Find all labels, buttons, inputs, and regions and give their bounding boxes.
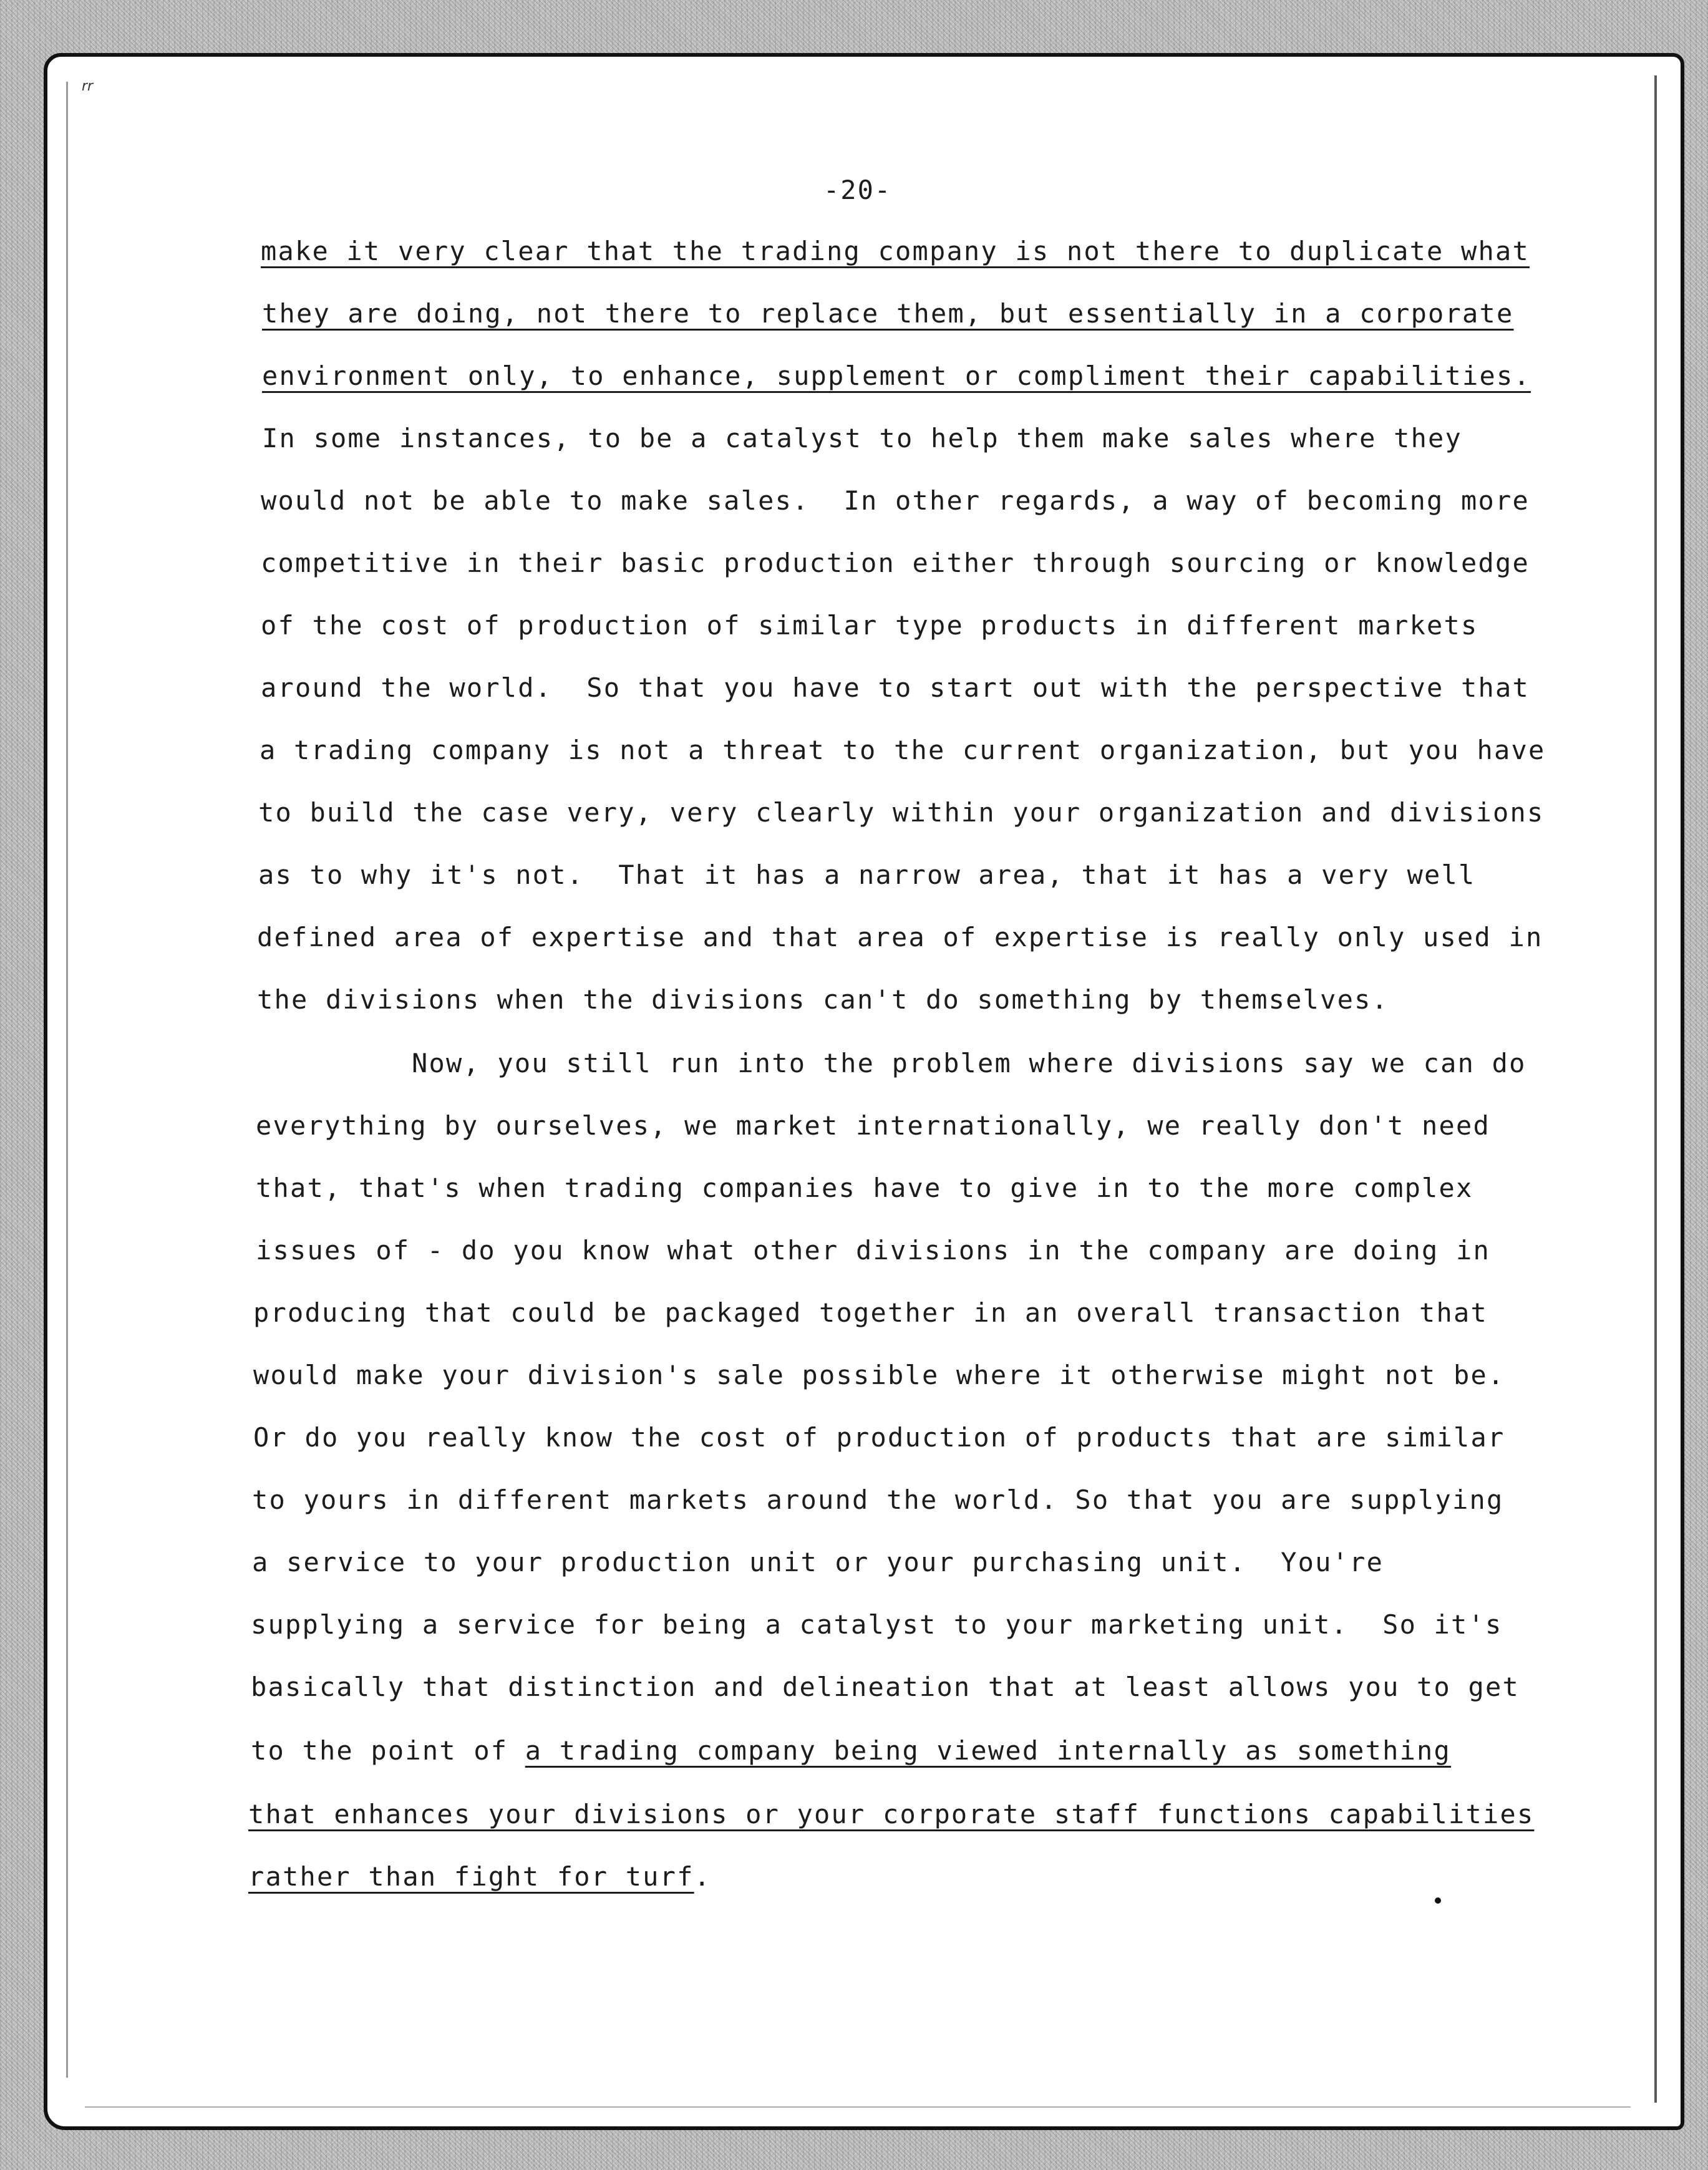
text-line-3: environment only, to enhance, supplement or compliment their capabilities. [262,361,1531,391]
text-line-18: producing that could be packaged together in an overall transaction that [253,1297,1488,1328]
page-bottom-rule [85,2106,1631,2108]
text-line-23: supplying a service for being a catalyst to your marketing unit. So it's [251,1609,1503,1640]
text-line-21: to yours in different markets around the world. So that you are supplying [252,1485,1504,1515]
text-line-27 [248,1861,711,1892]
page-right-rule [1654,75,1657,2103]
text-line-10: to build the case very, very clearly within your organization and divisions [258,797,1545,828]
text-line-6: competitive in their basic production either through sourcing or knowledge [261,548,1530,578]
text-line-16: that, that's when trading companies have to give in to the more complex [256,1173,1473,1203]
page-number: -20- [823,175,892,205]
text-line-22: a service to your production unit or your purchasing unit. You're [252,1547,1384,1577]
text-line-20: Or do you really know the cost of production of products that are similar [253,1422,1505,1453]
text-line-15: everything by ourselves, we market internationally, we really don't need [256,1110,1491,1141]
page-left-rule [66,82,68,2078]
text-line-25 [251,1735,1451,1766]
corner-mark: rr [82,79,94,94]
text-line-8: around the world. So that you have to start out with the perspective that [261,672,1530,703]
text-line-1: make it very clear that the trading company is not there to duplicate what [261,236,1530,266]
text-line-2: they are doing, not there to replace them, but essentially in a corporate [262,298,1514,329]
text-line-14: Now, you still run into the problem where divisions say we can do [412,1048,1526,1078]
text-line-9: a trading company is not a threat to the current organization, but you have [260,735,1546,765]
text-line-5: would not be able to make sales. In other regards, a way of becoming more [261,485,1530,516]
text-line-26: that enhances your divisions or your corporate staff functions capabilities [248,1799,1535,1829]
text-line-7: of the cost of production of similar type products in different markets [261,610,1478,641]
text-line-25-plain: to the point of [251,1735,525,1766]
text-line-24: basically that distinction and delineation that at least allows you to get [251,1672,1520,1702]
text-line-27-period: . [694,1861,712,1892]
text-line-4: In some instances, to be a catalyst to help them make sales where they [262,423,1463,453]
text-line-11: as to why it's not. That it has a narrow area, that it has a very well [258,860,1476,890]
text-line-13: the divisions when the divisions can't do something by themselves. [257,984,1389,1015]
text-line-27-underlined: rather than fight for turf [248,1861,694,1892]
text-line-19: would make your division's sale possible where it otherwise might not be. [253,1360,1505,1390]
stray-mark [1435,1897,1441,1904]
text-line-25-underlined: a trading company being viewed internally as something [525,1735,1452,1766]
text-line-12: defined area of expertise and that area of expertise is really only used in [257,922,1543,952]
text-line-17: issues of - do you know what other divisions in the company are doing in [256,1235,1491,1266]
